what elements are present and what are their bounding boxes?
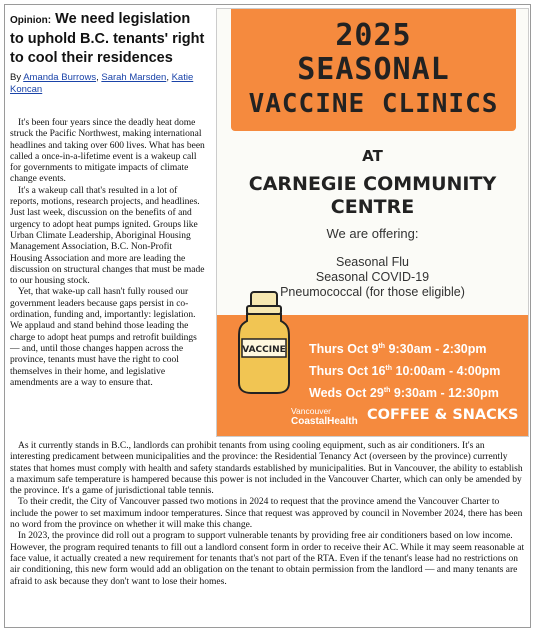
vaccine-item: Seasonal COVID-19	[315, 270, 430, 284]
vaccine-clinic-poster	[216, 8, 529, 437]
byline-prefix: By	[10, 72, 24, 83]
paragraph: In 2023, the province did roll out a program to support vulnerable tenants by providing free air conditioners based on low income. However, the program required tenants to fill out a landlord consent form in order to receive their AC. While it may seem reasonable at face value, it actually created a new requirement for tenants that's not part of the RTA. Even if the tenant's lease had no restrictions on air conditioning, this new form would add an obligation on the tenant to obtain permission from the landlord — and many tenants are afraid to ask because they don't want to lose their homes.	[10, 531, 525, 587]
clinic-date: Weds Oct 29th 9:30am - 12:30pm	[309, 386, 499, 401]
vaccine-item: Pneumococcal (for those eligible)	[280, 285, 465, 299]
vial-label: VACCINE	[242, 345, 286, 355]
clinic-dates	[309, 337, 527, 403]
brand-bottom: CoastalHealth	[291, 416, 358, 427]
vancouver-coastal-health-logo	[291, 406, 358, 427]
poster-title-line: 2025	[335, 18, 412, 53]
brand-top: Vancouver	[291, 406, 332, 416]
poster-title-line: VACCINE CLINICS	[248, 89, 499, 119]
poster-offering: We are offering:	[326, 226, 419, 241]
article-body-full	[10, 441, 525, 588]
coffee-snacks-text: COFFEE & SNACKS	[367, 407, 519, 423]
paragraph: To their credit, the City of Vancouver passed two motions in 2024 to request that the province amend the Vancouver Charter to include the power to set maximum indoor temperatures. Since that request was approved by council in November 2024, there has been no word from the province on whether it will make this change.	[10, 497, 523, 531]
poster-venue	[217, 173, 528, 219]
author-link-amanda-burrows[interactable]: Amanda Burrows	[23, 72, 97, 83]
paragraph: It's a wakeup call that's resulted in a lot of reports, motions, research projects, and headlines. Just last week, discussion on the benefits of and urgency to adopt heat pumps ignited. Groups like Urban Climate Leadership, Aboriginal Housing Management Association, B.C. Non-Profit Housing Association and more are leading the discussion on structural changes that must be made to our housing stock.	[10, 185, 205, 287]
poster-title	[231, 19, 516, 121]
paragraph: It's been four years since the deadly heat dome struck the Pacific Northwest, making international headlines and taking over 600 lives. What has been called a once-in-a-lifetime event is a wakeup call for governments to mitigate impacts of climate change events.	[10, 118, 205, 185]
clinic-date: Thurs Oct 9th 9:30am - 2:30pm	[309, 342, 487, 357]
vaccine-vial-icon	[237, 291, 291, 395]
article-headline	[10, 10, 206, 68]
article-body-narrow	[10, 118, 206, 389]
poster-title-line: SEASONAL	[297, 52, 450, 87]
venue-line: CARNEGIE COMMUNITY	[248, 173, 497, 195]
paragraph: Yet, that wake-up call hasn't fully roused our government leaders because gaps persist in co-ordination, funding and, importantly: legislation. We applaud and stand behind those leading the charge to adopt heat pumps and retrofit buildings — and, until those changes happen across the province, tenants must have the right to cool themselves in their home, and legislative amendments are a way to ensure that.	[10, 287, 197, 388]
venue-line: CENTRE	[330, 196, 415, 218]
poster-at: AT	[362, 147, 383, 165]
byline: By Amanda Burrows, Sarah Marsden, Katie Koncan	[10, 72, 194, 95]
author-link-katie-koncan[interactable]: Katie Koncan	[10, 72, 194, 95]
article-header	[10, 10, 206, 96]
clinic-date: Thurs Oct 16th 10:00am - 4:00pm	[309, 364, 501, 379]
paragraph: As it currently stands in B.C., landlords can prohibit tenants from using cooling equipment, such as air conditioners. It's an interesting predicament between municipalities and the province: the Residential Tenancy Act (overseen by the province) currently states that homes must comply with health and safety standards established by municipalities. But in Vancouver, the ability to establish a maximum safe temperature is hampered because this power is not included in the Vancouver Charter, which can only be amended by the province. It's a game of jurisdictional table tennis.	[10, 441, 523, 497]
opinion-label: Opinion:	[10, 15, 52, 26]
article-title: We need legislation to uphold B.C. tenants' right to cool their residences	[10, 11, 205, 66]
poster-title-banner	[231, 9, 516, 131]
vaccine-item: Seasonal Flu	[336, 255, 409, 269]
author-link-sarah-marsden[interactable]: Sarah Marsden	[101, 72, 167, 83]
